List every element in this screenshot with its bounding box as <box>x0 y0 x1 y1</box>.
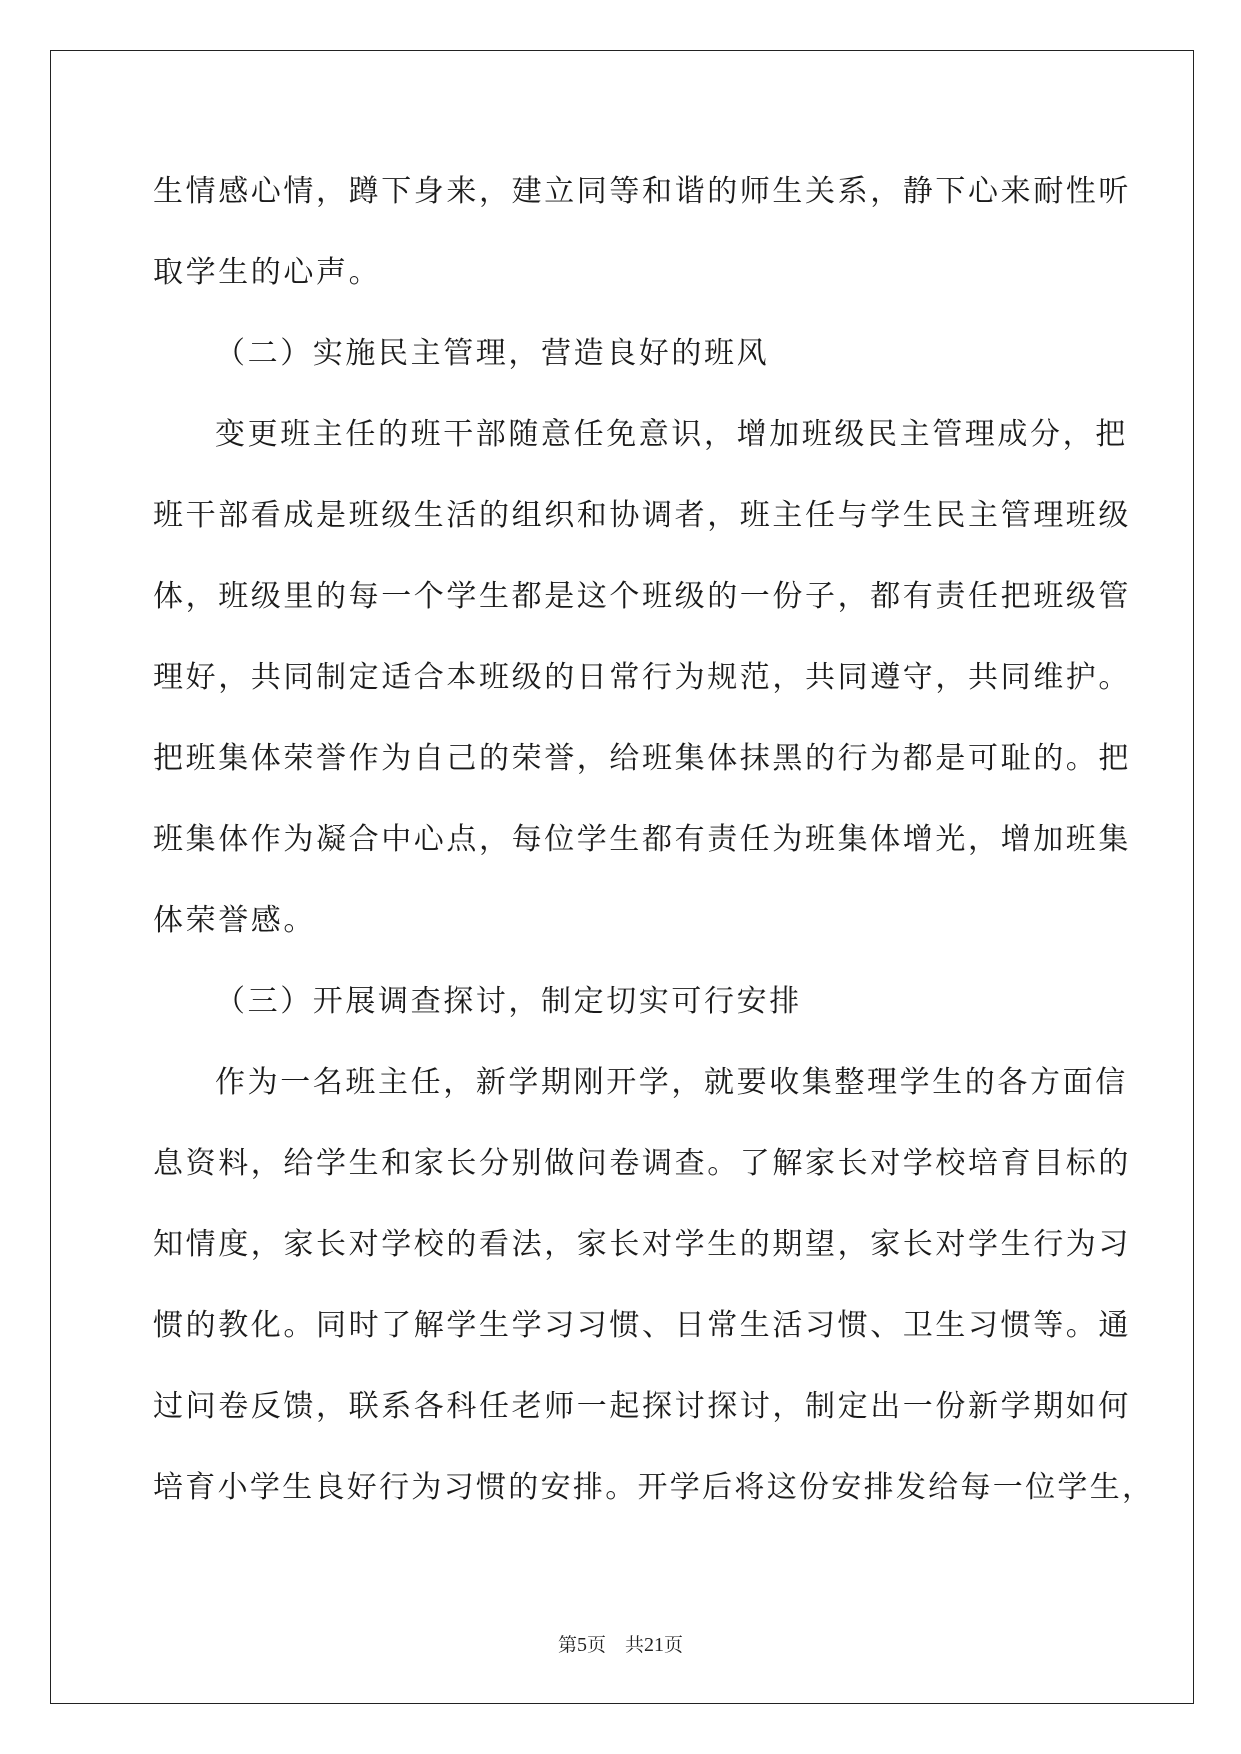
footer-page-suffix: 页 <box>664 1634 684 1656</box>
page-footer <box>0 1633 1241 1657</box>
body-text-line: 作为一名班主任，新学期刚开学，就要收集整理学生的各方面信 <box>215 1065 1128 1100</box>
page-border <box>50 50 1194 1704</box>
body-text-line: 息资料，给学生和家长分别做问卷调查。了解家长对学校培育目标的 <box>153 1146 1131 1181</box>
body-text-line: 把班集体荣誉作为自己的荣誉，给班集体抹黑的行为都是可耻的。把 <box>153 741 1131 776</box>
body-text-line: 生情感心情，蹲下身来，建立同等和谐的师生关系，静下心来耐性听 <box>153 174 1131 209</box>
section-heading: （二）实施民主管理，营造良好的班风 <box>215 336 770 371</box>
footer-total-pages: 21 <box>644 1634 664 1656</box>
body-text-line: 惯的教化。同时了解学生学习习惯、日常生活习惯、卫生习惯等。通 <box>153 1308 1131 1343</box>
section-heading: （三）开展调查探讨，制定切实可行安排 <box>215 984 802 1019</box>
body-text-line: 过问卷反馈，联系各科任老师一起探讨探讨，制定出一份新学期如何 <box>153 1389 1131 1424</box>
body-text-line: 知情度，家长对学校的看法，家长对学生的期望，家长对学生行为习 <box>153 1227 1131 1262</box>
body-text-line: 班干部看成是班级生活的组织和协调者，班主任与学生民主管理班级 <box>153 498 1131 533</box>
body-text-line: 培育小学生良好行为习惯的安排。开学后将这份安排发给每一位学生， <box>153 1470 1155 1505</box>
body-text-line: 体，班级里的每一个学生都是这个班级的一份子，都有责任把班级管 <box>153 579 1131 614</box>
body-text-line: 取学生的心声。 <box>153 255 382 290</box>
footer-page-mid: 页 共 <box>586 1634 644 1656</box>
footer-current-page: 5 <box>576 1634 587 1656</box>
body-text-line: 体荣誉感。 <box>153 903 316 938</box>
footer-page-prefix: 第 <box>557 1634 577 1656</box>
body-text-line: 变更班主任的班干部随意任免意识，增加班级民主管理成分，把 <box>215 417 1128 452</box>
body-text-line: 理好，共同制定适合本班级的日常行为规范，共同遵守，共同维护。 <box>153 660 1131 695</box>
body-text-line: 班集体作为凝合中心点，每位学生都有责任为班集体增光，增加班集 <box>153 822 1131 857</box>
